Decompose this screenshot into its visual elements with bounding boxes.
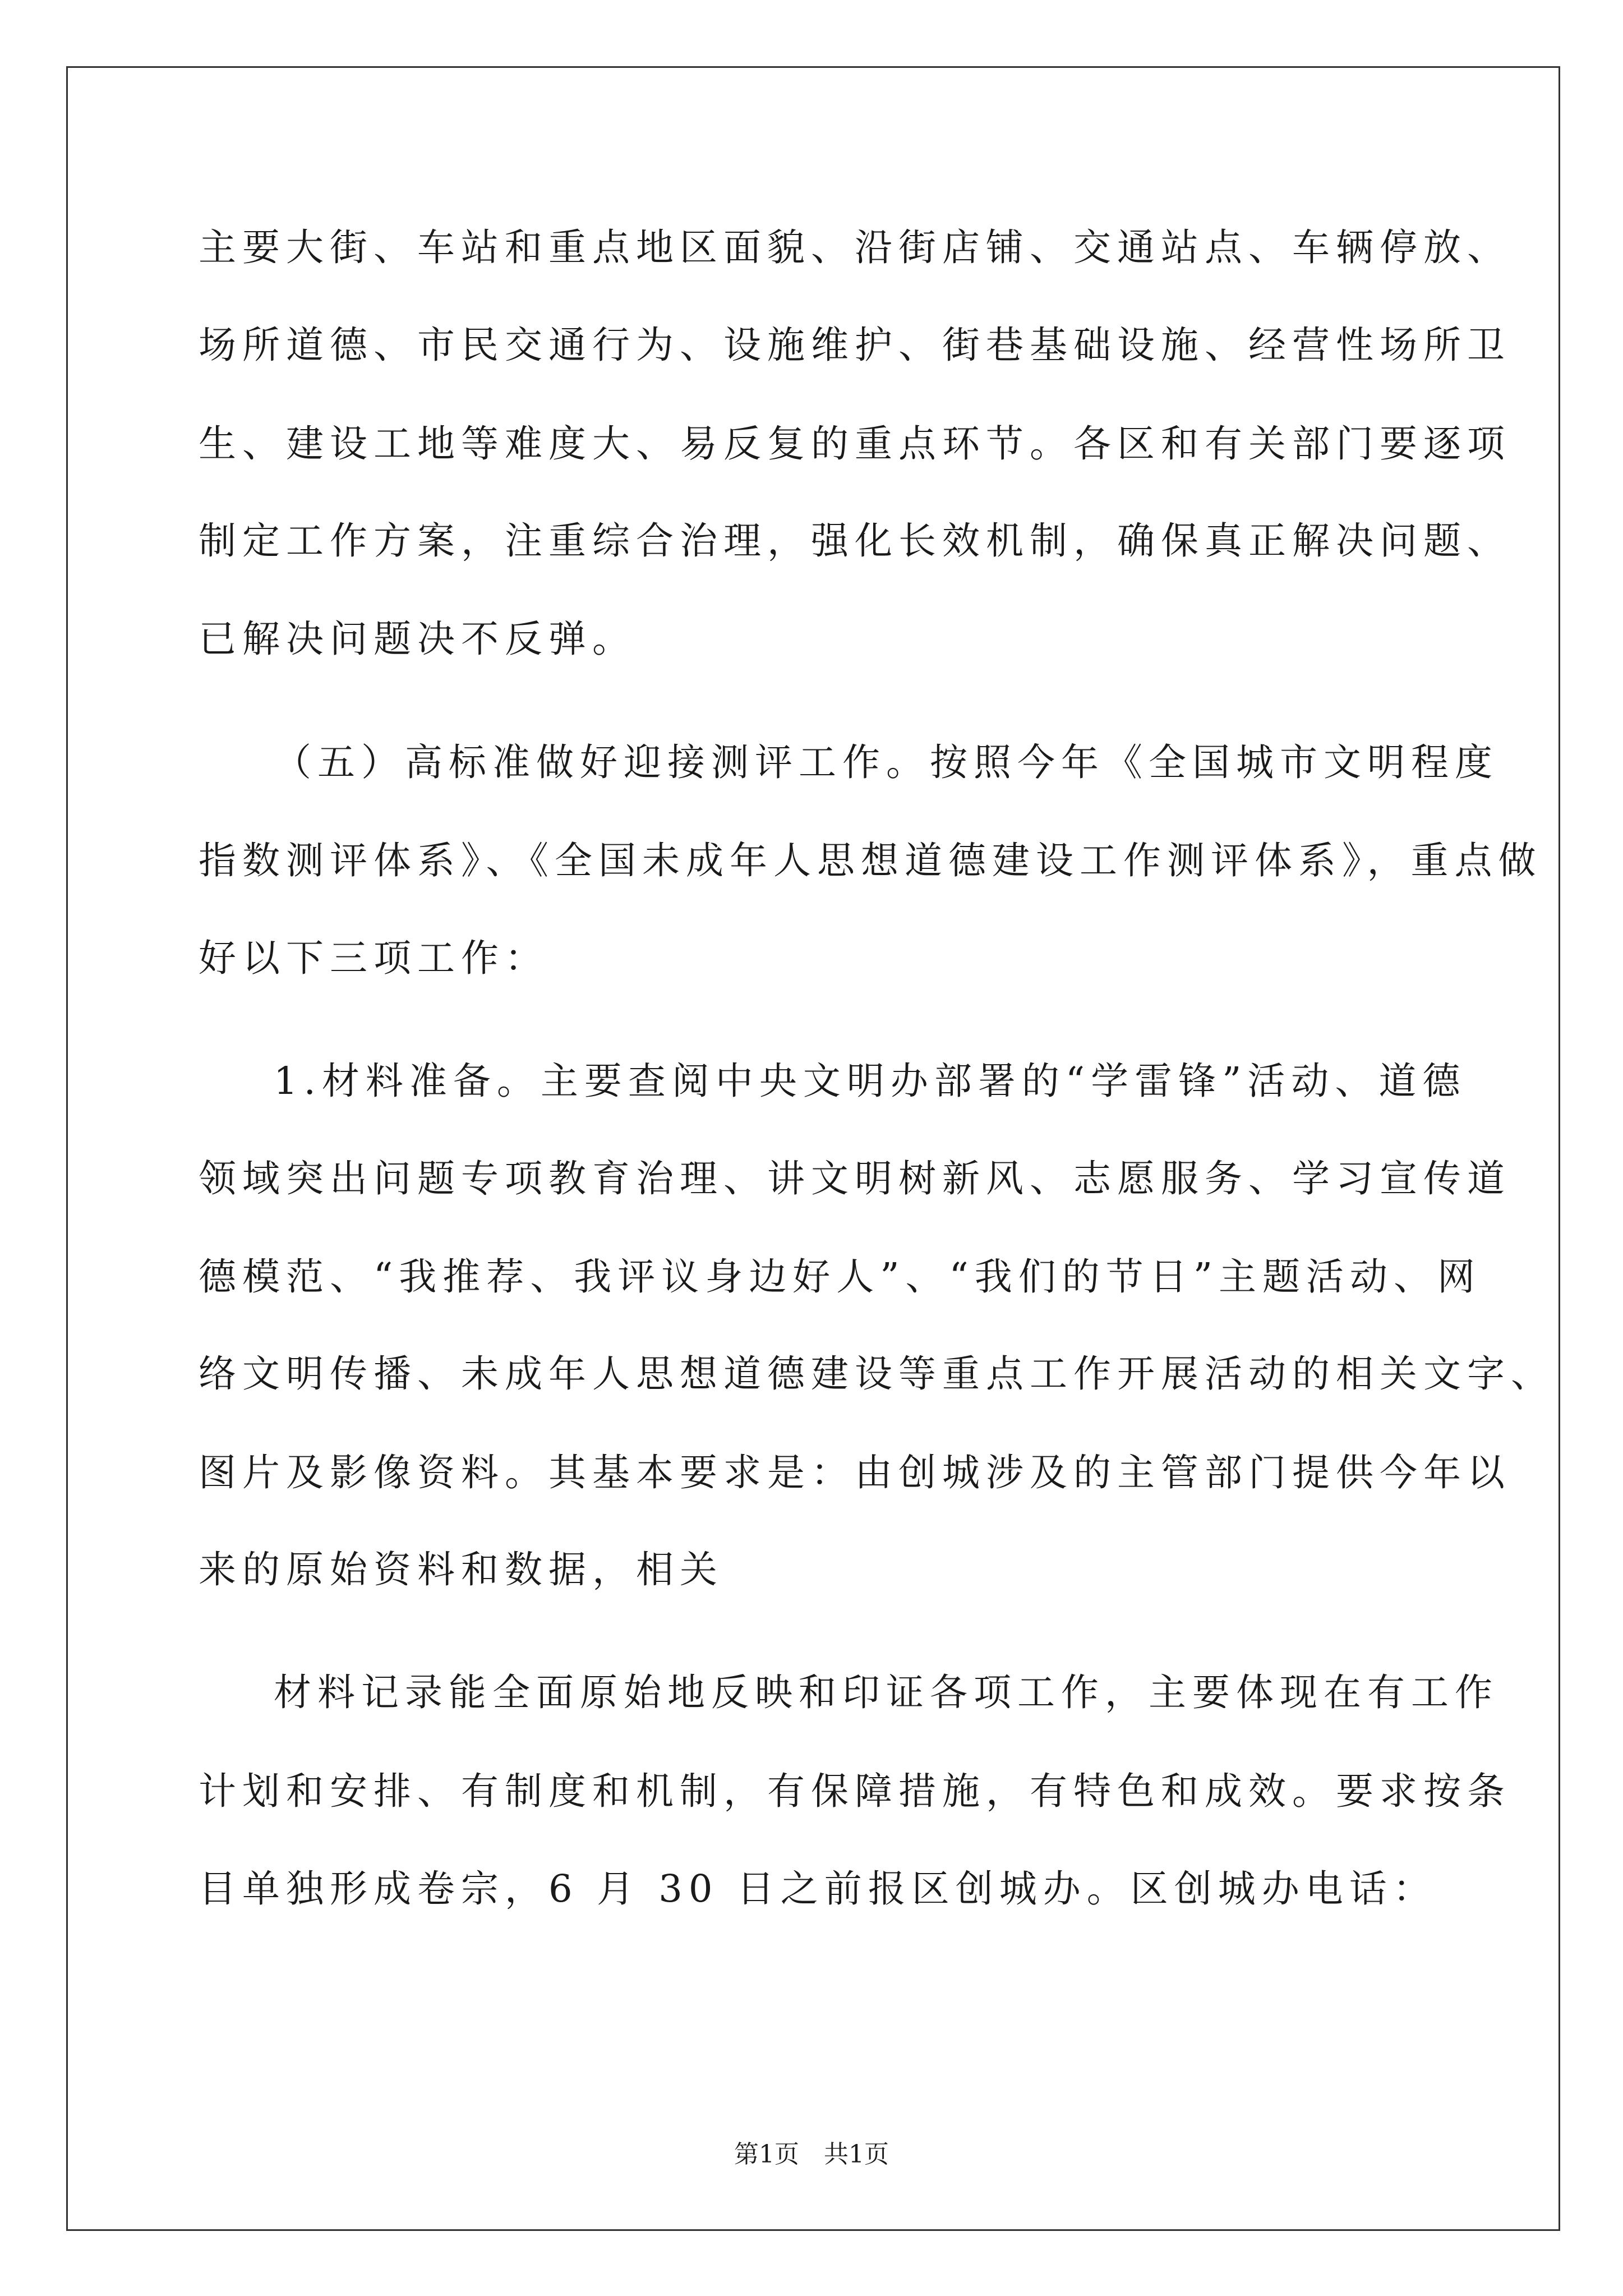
- body-line-3: 生、建设工地等难度大、易反复的重点环节。各区和有关部门要逐项: [199, 422, 1511, 466]
- body-line-10: 领域突出问题专项教育治理、讲文明树新风、志愿服务、学习宣传道: [199, 1157, 1511, 1200]
- body-line-17: 目单独形成卷宗，6 月 30 日之前报区创城办。区创城办电话：: [199, 1867, 1437, 1911]
- body-line-4: 制定工作方案，注重综合治理，强化长效机制，确保真正解决问题、: [199, 519, 1511, 563]
- body-line-2: 场所道德、市民交通行为、设施维护、街巷基础设施、经营性场所卫: [199, 323, 1511, 367]
- body-line-1: 主要大街、车站和重点地区面貌、沿街店铺、交通站点、车辆停放、: [199, 226, 1511, 269]
- paragraph-start-line: 材料记录能全面原始地反映和印证各项工作，主要体现在有工作: [274, 1671, 1498, 1714]
- body-line-16: 计划和安排、有制度和机制，有保障措施，有特色和成效。要求按条: [199, 1769, 1511, 1813]
- item-heading-line: 1.材料准备。主要查阅中央文明办部署的“学雷锋”活动、道德: [274, 1059, 1467, 1103]
- body-line-14: 来的原始资料和数据，相关: [199, 1548, 723, 1591]
- section-heading-line: （五）高标准做好迎接测评工作。按照今年《全国城市文明程度: [274, 740, 1498, 784]
- body-line-7: 指数测评体系》、《全国未成年人思想道德建设工作测评体系》，重点做: [199, 839, 1542, 882]
- body-line-5: 已解决问题决不反弹。: [199, 617, 636, 661]
- page-footer: 第1页 共1页: [734, 2140, 889, 2169]
- body-line-13: 图片及影像资料。其基本要求是：由创城涉及的主管部门提供今年以: [199, 1451, 1511, 1494]
- body-line-12: 络文明传播、未成年人思想道德建设等重点工作开展活动的相关文字、: [199, 1352, 1555, 1396]
- body-line-11: 德模范、“我推荐、我评议身边好人”、“我们的节日”主题活动、网: [199, 1255, 1482, 1299]
- body-line-8: 好以下三项工作：: [199, 936, 548, 980]
